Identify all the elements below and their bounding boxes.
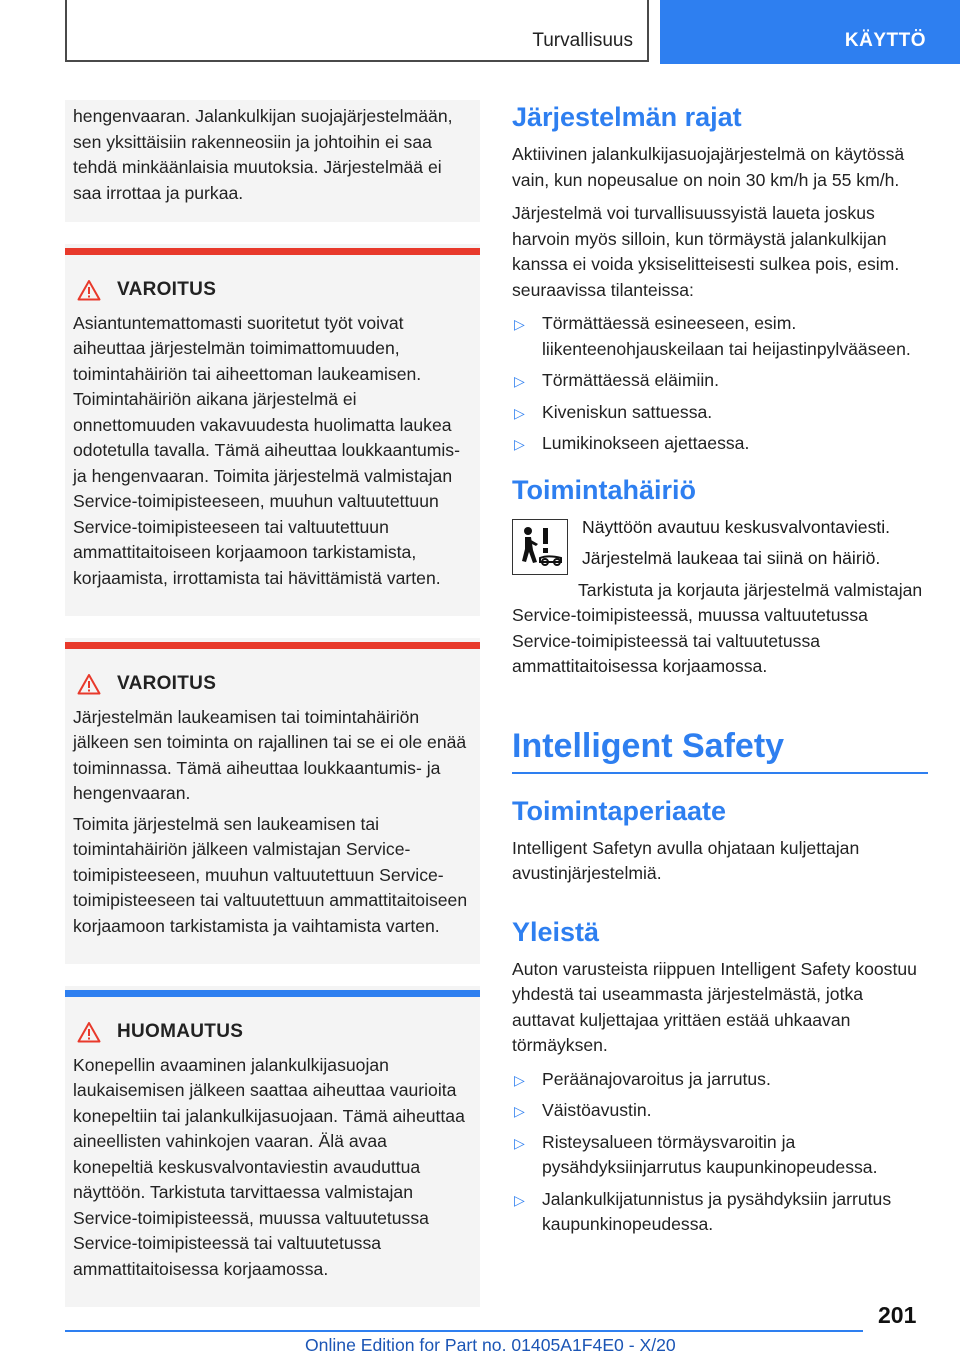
pedestrian-protection-icon — [512, 519, 568, 575]
right-column — [512, 100, 928, 1248]
warning-label: VAROITUS — [117, 279, 217, 300]
footer-rule — [65, 1330, 863, 1332]
limits-list — [512, 311, 928, 457]
list-item: ▷ Risteysalueen törmäysvaroitin ja pysähdyksiinjarrutus kaupunkinopeudessa. — [514, 1131, 878, 1177]
triangle-bullet-icon: ▷ — [514, 1103, 525, 1119]
note-label: HUOMAUTUS — [117, 1021, 244, 1042]
warning-text: Järjestelmän laukeamisen tai toimintahäiriön jälkeen sen toiminta on rajallinen tai se ei ole enää toiminnassa. Tämä aiheuttaa loukkaantumis- ja hengenvaaran. — [73, 706, 467, 803]
principle-heading: Toimintaperiaate — [512, 795, 727, 826]
warning-label: VAROITUS — [117, 673, 217, 694]
fault-line-2: Järjestelmä laukeaa tai siinä on häiriö. — [582, 548, 881, 568]
intro-text: hengenvaaran. Jalankulkijan suojajärjestelmään, sen yksittäisiin rakenneosiin ja johtoihin ei saa tehdä minkäänlaisia muutoksia. Järjestelmää ei saa irrottaa ja purkaa. — [73, 106, 453, 203]
note-heading — [73, 997, 472, 1053]
general-text: Auton varusteista riippuen Intelligent Safety koostuu yhdestä tai useammasta järjestelmästä, jotka auttavat kuljettajaa yrittäen estää uhkaavan törmäyksen. — [512, 958, 917, 1055]
header-chapter-badge — [660, 0, 960, 64]
limits-text-1: Aktiivinen jalankulkijasuojajärjestelmä on käytössä vain, kun nopeusalue on noin 30 km/h ja 55 km/h. — [512, 144, 905, 190]
warning-bar — [65, 642, 480, 649]
triangle-bullet-icon: ▷ — [514, 1191, 525, 1208]
header-chapter-title: KÄYTTÖ — [844, 30, 926, 51]
fault-row — [512, 515, 928, 578]
fault-lines — [582, 515, 890, 578]
triangle-bullet-icon: ▷ — [514, 1134, 525, 1151]
warning-triangle-icon — [77, 279, 101, 301]
list-item: ▷ Peräänajovaroitus ja jarrutus. — [512, 1067, 928, 1093]
warning-triangle-icon — [77, 673, 101, 695]
note-triangle-icon — [77, 1021, 101, 1043]
page-number: 201 — [878, 1302, 917, 1328]
fault-line-3: Tarkistuta ja korjauta järjestelmä valmistajan Service-toimipisteessä, muussa valtuutetussa Service-toimipisteessä tai valtuutetussa ammattitaitoisessa korjaamossa. — [512, 579, 923, 676]
general-heading: Yleistä — [512, 916, 600, 947]
note-box — [65, 986, 480, 1307]
intro-box — [65, 100, 480, 222]
list-item: ▷ Törmättäessä eläimiin. — [512, 368, 928, 394]
list-item: ▷ Törmättäessä esineeseen, esim. liikenteenohjauskeilaan tai heijastinpylvääseen. — [514, 313, 911, 359]
warning-heading — [73, 649, 472, 705]
triangle-bullet-icon: ▷ — [514, 316, 525, 332]
note-bar — [65, 990, 480, 997]
warning-bar — [65, 248, 480, 255]
footer-edition: Online Edition for Part no. 01405A1F4E0 - X/20 — [305, 1335, 676, 1355]
warning-text: Toimita järjestelmä sen laukeamisen tai toimintahäiriön jälkeen valmistajan Service-toimipisteeseen, muuhun valtuutettuun Service-toimipisteeseen tai valtuutettuun ammattitaitoiseen korjaamoon tarkistamista ja vaihtamista varten. — [73, 813, 468, 936]
triangle-bullet-icon: ▷ — [514, 1071, 525, 1088]
fault-heading: Toimintahäiriö — [512, 474, 697, 505]
principle-text: Intelligent Safetyn avulla ohjataan kuljettajan avustinjärjestelmiä. — [512, 837, 860, 883]
header-section-tab — [65, 0, 649, 62]
triangle-bullet-icon: ▷ — [514, 436, 525, 452]
list-item: ▷ Lumikinokseen ajettaessa. — [512, 431, 928, 457]
triangle-bullet-icon: ▷ — [514, 404, 525, 421]
warning-text: Asiantuntemattomasti suoritetut työt voivat aiheuttaa järjestelmän toimimattomuuden, toimintahäiriön tai aiheettoman laukeamisen. Toimintahäiriön aikana järjestelmä ei onnettomuuden vakavuudesta huolimatta laukea odotetulla tavalla. Tämä aiheuttaa loukkaantumis- ja hengenvaaran. Toimita järjestelmä valmistajan Service-toimipisteeseen, muuhun valtuutettuun Service-toimipisteeseen tai valtuutettuun ammattitaitoiseen korjaamoon tarkistamista, korjaamista, irrottamista tai hävittämistä varten. — [73, 312, 460, 588]
warning-heading — [73, 255, 472, 311]
intelligent-safety-heading: Intelligent Safety — [512, 726, 785, 765]
warning-box-2 — [65, 638, 480, 964]
limits-text-2: Järjestelmä voi turvallisuussyistä laueta joskus harvoin myös silloin, kun törmäystä jalankulkijan kanssa ei voida yksiselitteisesti sulkea pois, esim. seuraavissa tilanteissa: — [512, 203, 900, 300]
left-column — [65, 100, 480, 1307]
list-item: ▷ Väistöavustin. — [512, 1098, 928, 1124]
limits-heading: Järjestelmän rajat — [512, 102, 742, 132]
heading-rule — [512, 772, 928, 774]
triangle-bullet-icon: ▷ — [514, 373, 525, 389]
list-item: ▷ Jalankulkijatunnistus ja pysähdyksiin jarrutus kaupunkinopeudessa. — [514, 1188, 892, 1234]
list-item: ▷ Kiveniskun sattuessa. — [512, 400, 928, 426]
warning-box-1 — [65, 244, 480, 616]
note-text: Konepellin avaaminen jalankulkijasuojan laukaisemisen jälkeen saattaa aiheuttaa vaurioita konepeltiin tai jalankulkijasuojaan. Tämä aiheuttaa aineellisten vahinkojen vaaran. Älä avaa konepeltiä keskusvalvontaviestin avauduttua näyttöön. Tarkistuta tarvittaessa valmistajan Service-toimipisteessä, muussa valtuutetussa Service-toimipisteessä tai valtuutetussa ammattitaitoisessa korjaamossa. — [73, 1054, 465, 1279]
header-section-title: Turvallisuus — [532, 30, 633, 51]
systems-list — [512, 1067, 928, 1238]
fault-line-1: Näyttöön avautuu keskusvalvontaviesti. — [582, 516, 891, 537]
